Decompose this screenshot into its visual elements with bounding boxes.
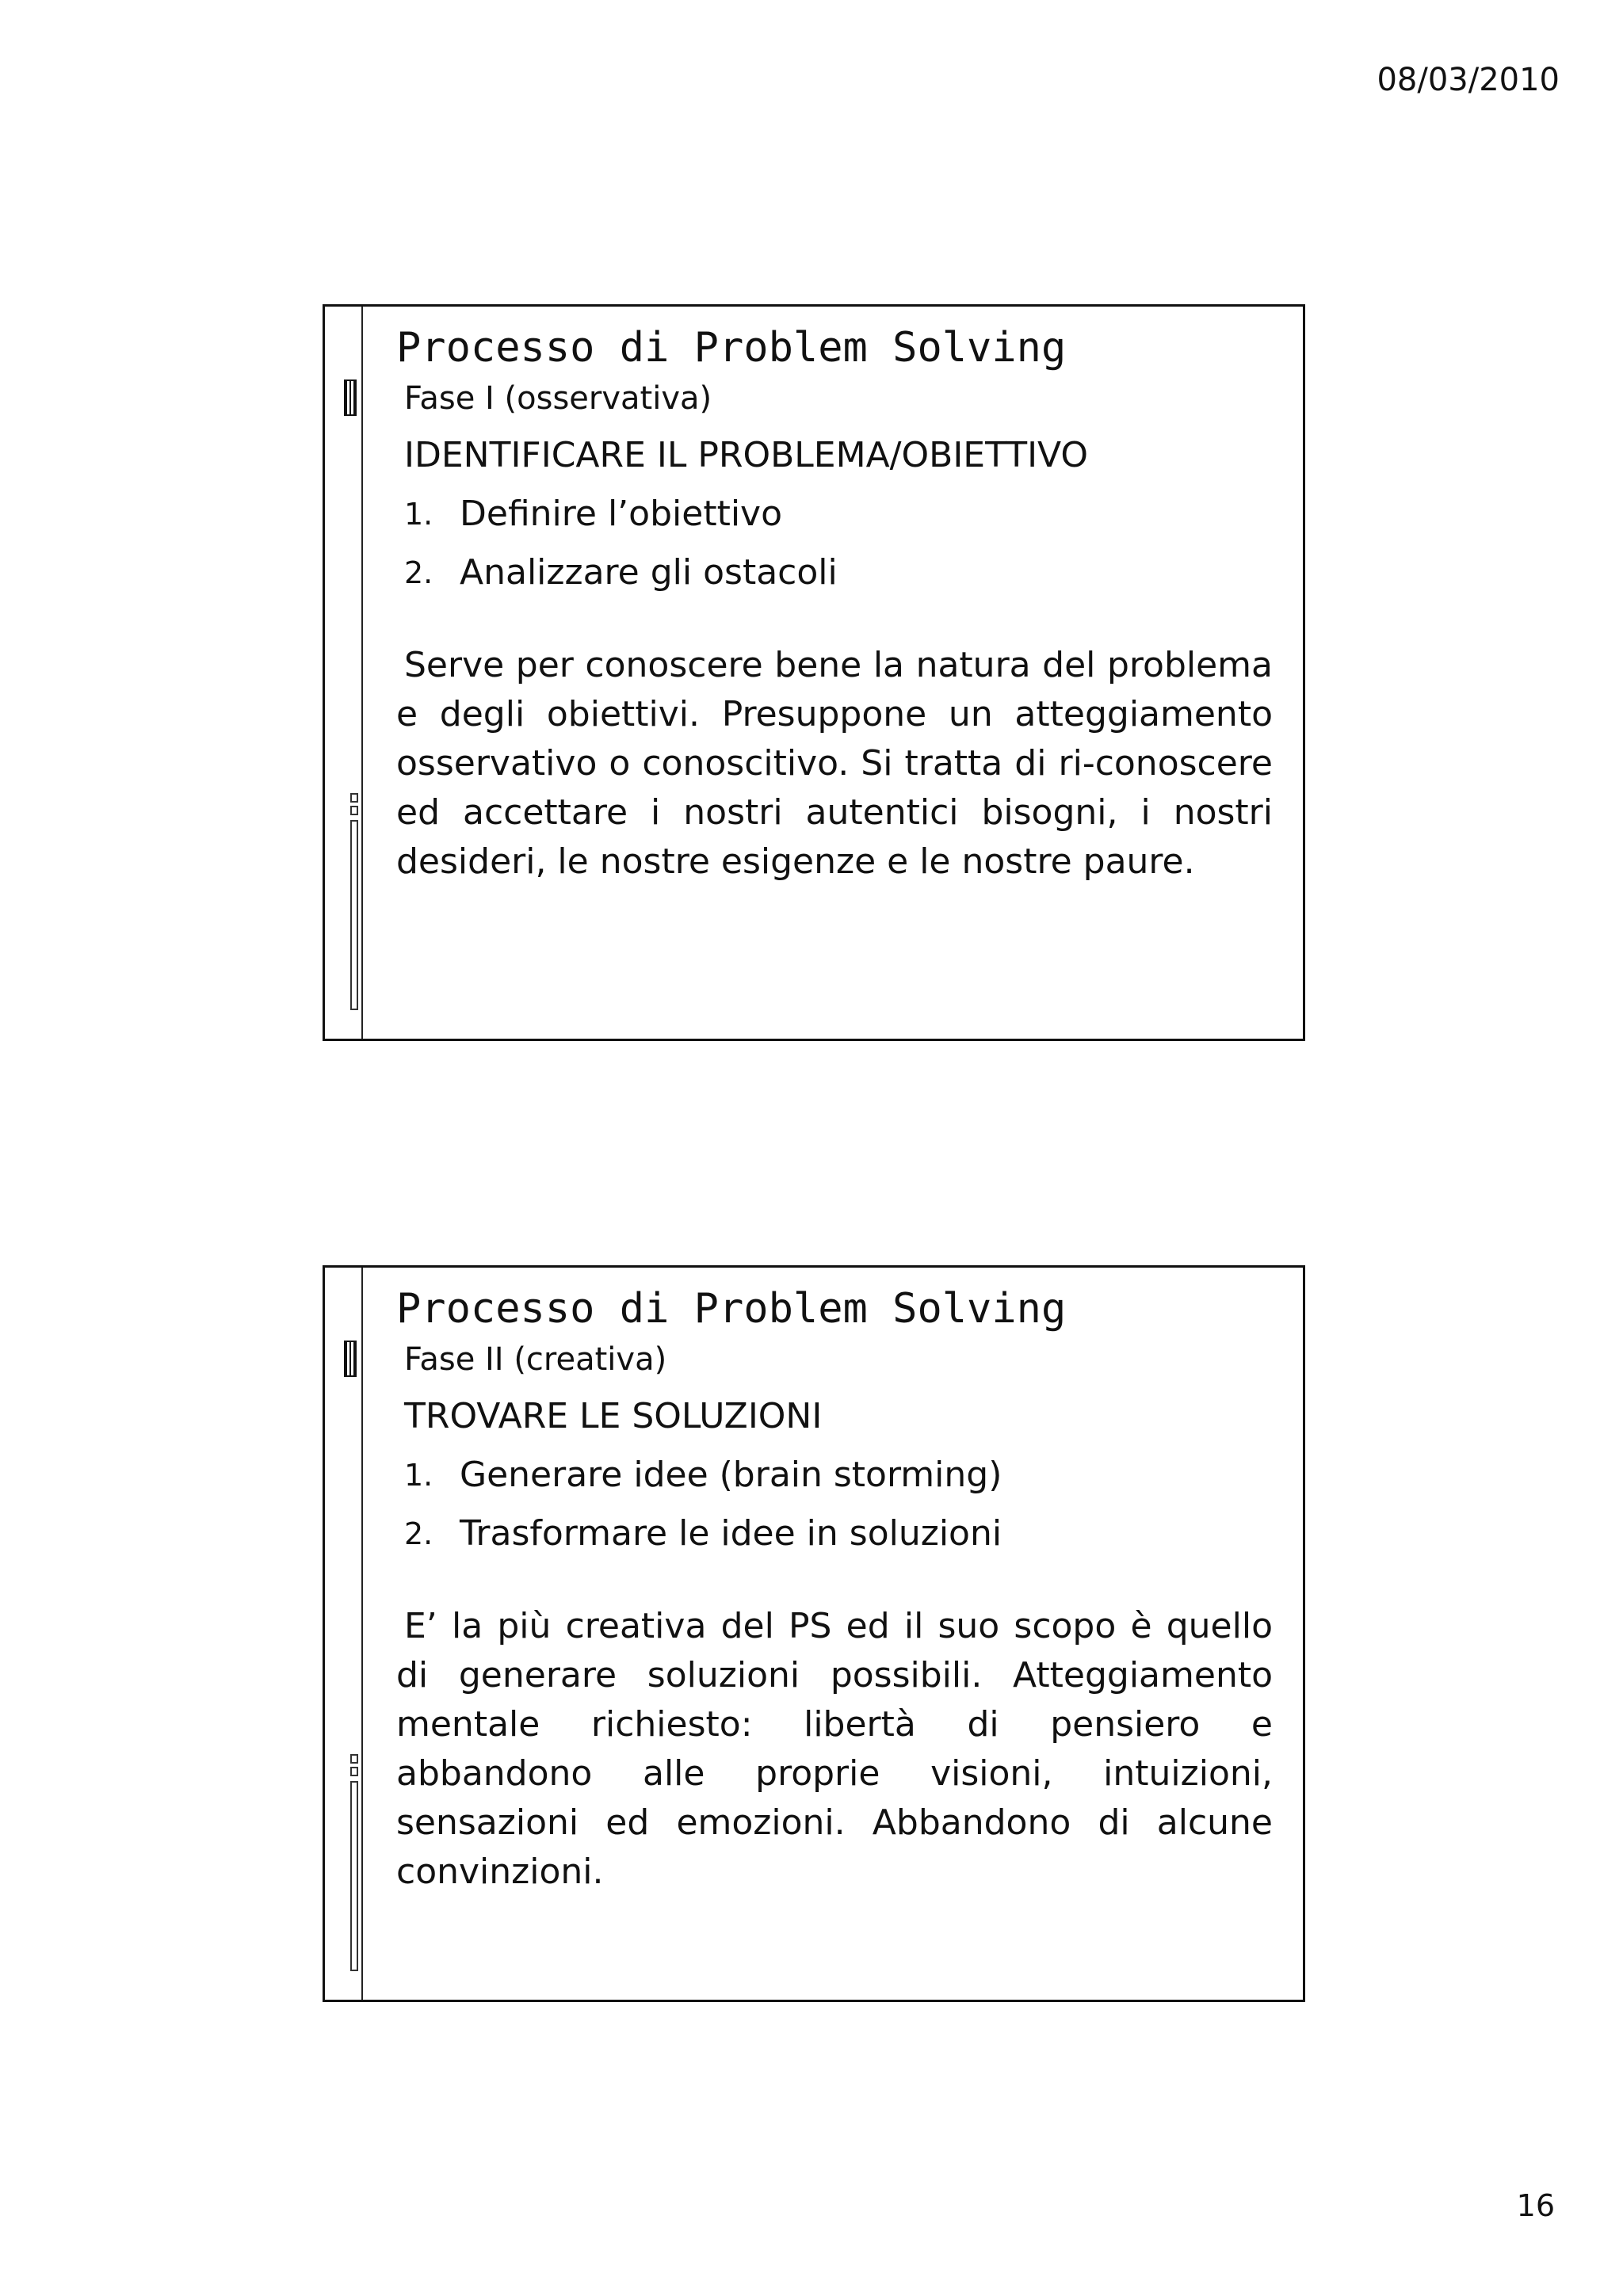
steps-list <box>404 1453 1273 1556</box>
list-text: Analizzare gli ostacoli <box>460 552 838 593</box>
list-item <box>404 1453 1273 1497</box>
page-date: 08/03/2010 <box>1377 62 1560 98</box>
slide-2 <box>323 1265 1305 2002</box>
list-number: 2. <box>404 1516 433 1551</box>
scroll-decoration-icon <box>350 1754 358 1992</box>
list-number: 1. <box>404 497 433 532</box>
slide-title: Processo di Problem Solving <box>396 1285 1067 1333</box>
slide-description: Serve per conoscere bene la natura del problema e degli obiettivi. Presuppone un atteggiamento osservativo o conoscitivo. Si tratta di ri-conoscere ed accettare i nostri autentici bisogni, i nostri desideri, le nostre esigenze e le nostre paure. <box>396 645 1273 882</box>
slide-content <box>396 322 1273 887</box>
list-item <box>404 492 1273 536</box>
slide-description: E’ la più creativa del PS ed il suo scopo è quello di generare soluzioni possibili. Atteggiamento mentale richiesto: libertà di pensiero e abbandono alle proprie visioni, intuizioni, sensazioni ed emozioni. Abbandono di alcune convinzioni. <box>396 1606 1273 1892</box>
list-text: Trasformare le idee in soluzioni <box>460 1513 1002 1554</box>
page-number: 16 <box>1516 2188 1555 2223</box>
bullet-decoration-icon <box>344 1341 357 1377</box>
phase-label: Fase I (osservativa) <box>404 380 712 417</box>
slide-side-bar <box>325 1268 363 2000</box>
slide-1 <box>323 304 1305 1041</box>
slide-side-bar <box>325 307 363 1039</box>
slide-content <box>396 1283 1273 1897</box>
bullet-decoration-icon <box>344 379 357 416</box>
list-text: Definire l’obiettivo <box>460 494 782 534</box>
phase-label: Fase II (creativa) <box>404 1341 667 1378</box>
list-item <box>404 1512 1273 1556</box>
scroll-decoration-icon <box>350 793 358 1031</box>
list-number: 2. <box>404 555 433 590</box>
slide-title: Processo di Problem Solving <box>396 324 1067 372</box>
goal-heading: TROVARE LE SOLUZIONI <box>404 1396 823 1436</box>
list-number: 1. <box>404 1458 433 1493</box>
list-text: Generare idee (brain storming) <box>460 1455 1002 1495</box>
steps-list <box>404 492 1273 595</box>
goal-heading: IDENTIFICARE IL PROBLEMA/OBIETTIVO <box>404 435 1089 475</box>
list-item <box>404 551 1273 595</box>
